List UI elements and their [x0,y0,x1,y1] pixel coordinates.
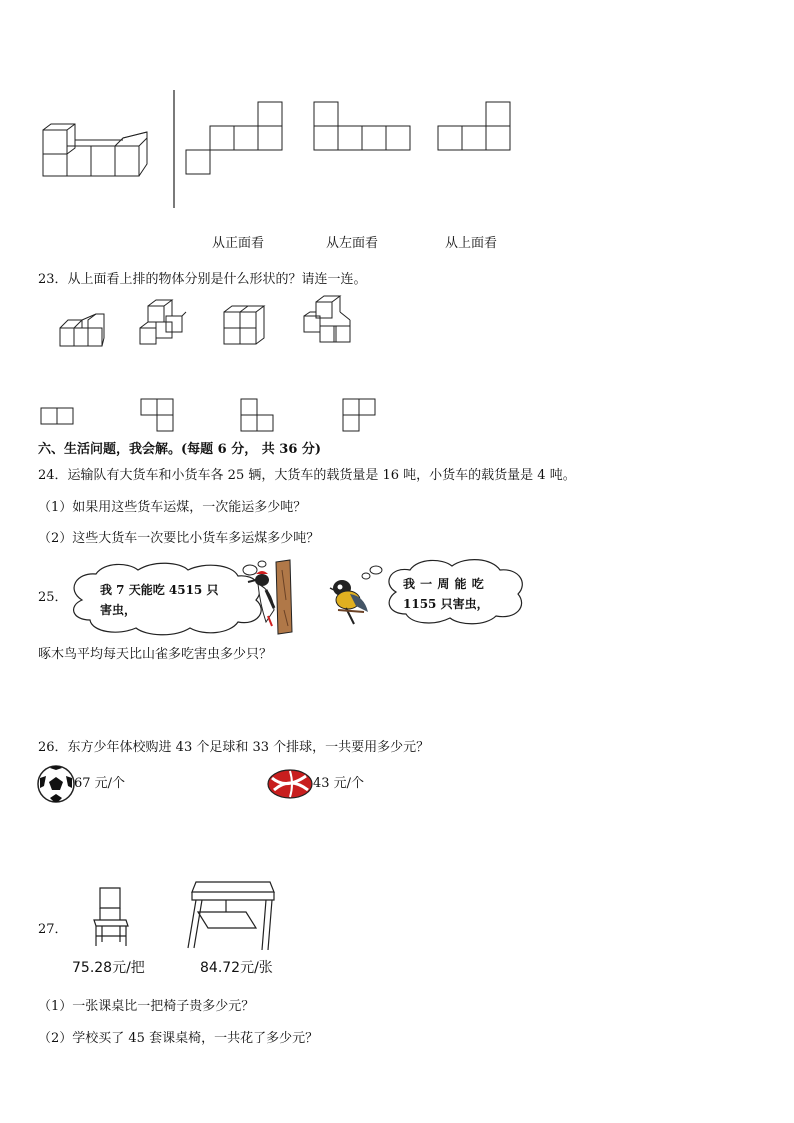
q23-object-2 [136,300,188,350]
question-27-sub1: （1）一张课桌比一把椅子贵多少元？ [38,999,255,1014]
desk-icon [182,878,278,954]
bubble-left-line1: 我 7 天能吃 4515 只 [100,583,219,597]
question-23: 23．从上面看上排的物体分别是什么形状的？请连一连。 [38,272,367,287]
q23-option-d [342,398,378,434]
q23-option-c [240,398,276,434]
q23-option-a [40,406,76,426]
top-view-label: 从上面看 [445,236,498,251]
divider-line [172,90,176,210]
volleyball-price: 43 元/个 [313,776,365,791]
q23-object-3 [222,304,268,348]
front-view-shape [184,102,284,178]
question-24-sub2: （2）这些大货车一次要比小货车多运煤多少吨？ [38,531,320,546]
question-27-sub2: （2）学校买了 45 套课桌椅，一共花了多少元？ [38,1031,319,1046]
volleyball-icon [266,768,314,800]
bubble-right-line2: 1155 只害虫， [403,597,489,611]
q23-object-1 [58,312,106,350]
question-24: 24．运输队有大货车和小货车各 25 辆，大货车的载货量是 16 吨，小货车的载货量是 4 吨。 [38,468,576,483]
desk-price: 84.72元/张 [200,960,273,976]
q23-object-4 [300,296,354,350]
left-view-shape [312,102,416,154]
soccer-ball-icon [36,764,76,804]
question-25-text: 啄木鸟平均每天比山雀多吃害虫多少只？ [38,647,273,662]
bubble-left-line2: 害虫， [100,603,137,617]
cube-structure-figure [40,120,160,180]
question-25-number: 25． [38,590,68,605]
soccer-price: 67 元/个 [74,776,126,791]
section-6-title: 六、生活问题，我会解。(每题 6 分， 共 36 分) [38,442,322,457]
question-26: 26．东方少年体校购进 43 个足球和 33 个排球，一共要用多少元？ [38,740,430,755]
chair-price: 75.28元/把 [72,960,145,976]
speech-bubble-left [62,560,274,638]
question-27-number: 27． [38,922,68,937]
top-view-shape [436,102,516,154]
bubble-right-line1: 我 一 周 能 吃 [403,577,485,591]
question-24-sub1: （1）如果用这些货车运煤，一次能运多少吨？ [38,500,307,515]
woodpecker-icon [246,560,296,634]
front-view-label: 从正面看 [212,236,265,251]
q23-option-b [140,398,176,434]
left-view-label: 从左面看 [326,236,379,251]
chair-icon [90,886,130,950]
